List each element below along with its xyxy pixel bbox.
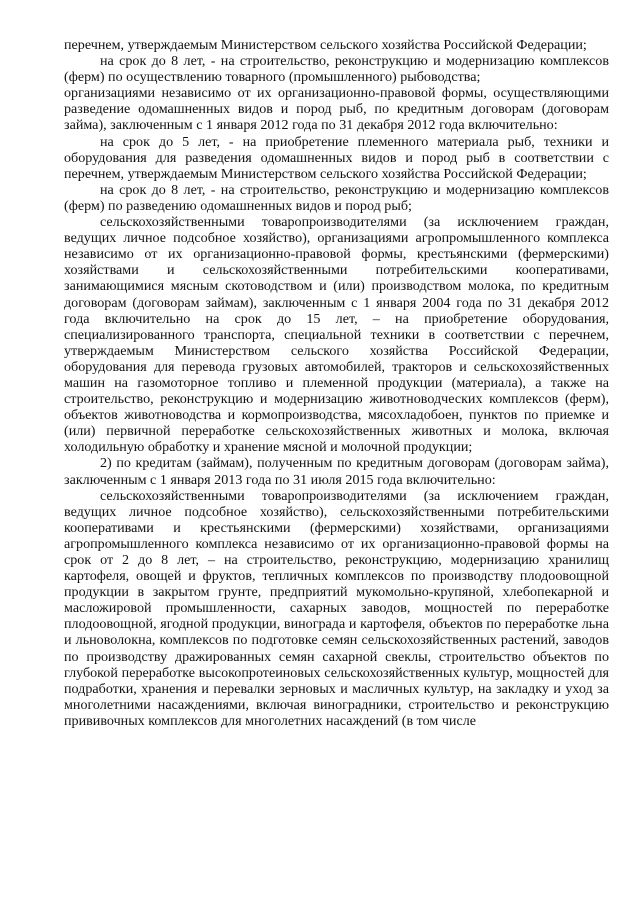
paragraph-8: сельскохозяйственными товаропроизводителями (за исключением граждан, ведущих личное подсобное хозяйство), сельскохозяйственными потребительскими кооперативами и крестьянскими (фермерскими) хозяйствами, организациями агропромышленного комплекса независимо от их организационно-правовой формы на срок от 2 до 8 лет, – на строительство, реконструкцию, модернизацию хранилищ картофеля, овощей и фруктов, тепличных комплексов по производству плодоовощной продукции в закрытом грунте, предприятий мукомольно-крупяной, хлебопекарной и масложировой промышленности, сахарных заводов, мощностей по переработке плодоовощной, ягодной продукции, винограда и картофеля, объектов по переработке льна и льноволокна, комплексов по подготовке семян сельскохозяйственных растений, заводов по производству дражированных семян сахарной свеклы, строительство объектов по глубокой переработке высокопротеиновых сельскохозяйственных культур, мощностей для подработки, хранения и перевалки зерновых и масличных культур, на закладку и уход за многолетними насаждениями, включая виноградники, строительство и реконструкцию прививочных комплексов для многолетних насаждений (в том числе <box>64 487 609 729</box>
paragraph-6: сельскохозяйственными товаропроизводителями (за исключением граждан, ведущих личное подсобное хозяйство), организациями агропромышленного комплекса независимо от их организационно-правовой формы, крестьянскими (фермерскими) хозяйствами и сельскохозяйственными потребительскими кооперативами, занимающимися мясным скотоводством и (или) производством молока, по кредитным договорам (договорам займам), заключенным с 1 января 2004 года по 31 декабря 2012 года включительно на срок до 15 лет, – на приобретение оборудования, специализированного транспорта, специальной техники в соответствии с перечнем, утверждаемым Министерством сельского хозяйства Российской Федерации, оборудования для перевода грузовых автомобилей, тракторов и сельскохозяйственных машин на газомоторное топливо и племенной продукции (материала), а также на строительство, реконструкцию и модернизацию животноводческих комплексов (ферм), объектов животноводства и кормопроизводства, мясохладобоен, пунктов по приемке и (или) первичной переработке сельскохозяйственных животных и молока, включая холодильную обработку и хранение мясной и молочной продукции; <box>64 214 609 456</box>
paragraph-4: на срок до 5 лет, - на приобретение племенного материала рыб, техники и оборудования для разведения одомашненных видов и пород рыб в соответствии с перечнем, утверждаемым Министерством сельского хозяйства Российской Федерации; <box>64 133 609 182</box>
paragraph-2: на срок до 8 лет, - на строительство, реконструкцию и модернизацию комплексов (ферм) по осуществлению товарного (промышленного) рыбоводства; <box>64 53 609 86</box>
paragraph-7: 2) по кредитам (займам), полученным по кредитным договорам (договорам займа), заключенным с 1 января 2013 года по 31 июля 2015 года включительно: <box>64 455 609 488</box>
paragraph-3: организациями независимо от их организационно-правовой формы, осуществляющими разведение одомашненных видов и пород рыб, по кредитным договорам (договорам займа), заключенным с 1 января 2012 года по 31 декабря 2012 года включительно: <box>64 85 609 134</box>
paragraph-1: перечнем, утверждаемым Министерством сельского хозяйства Российской Федерации; <box>64 37 587 53</box>
paragraph-5: на срок до 8 лет, - на строительство, реконструкцию и модернизацию комплексов (ферм) по разведению одомашненных видов и пород рыб; <box>64 181 609 214</box>
